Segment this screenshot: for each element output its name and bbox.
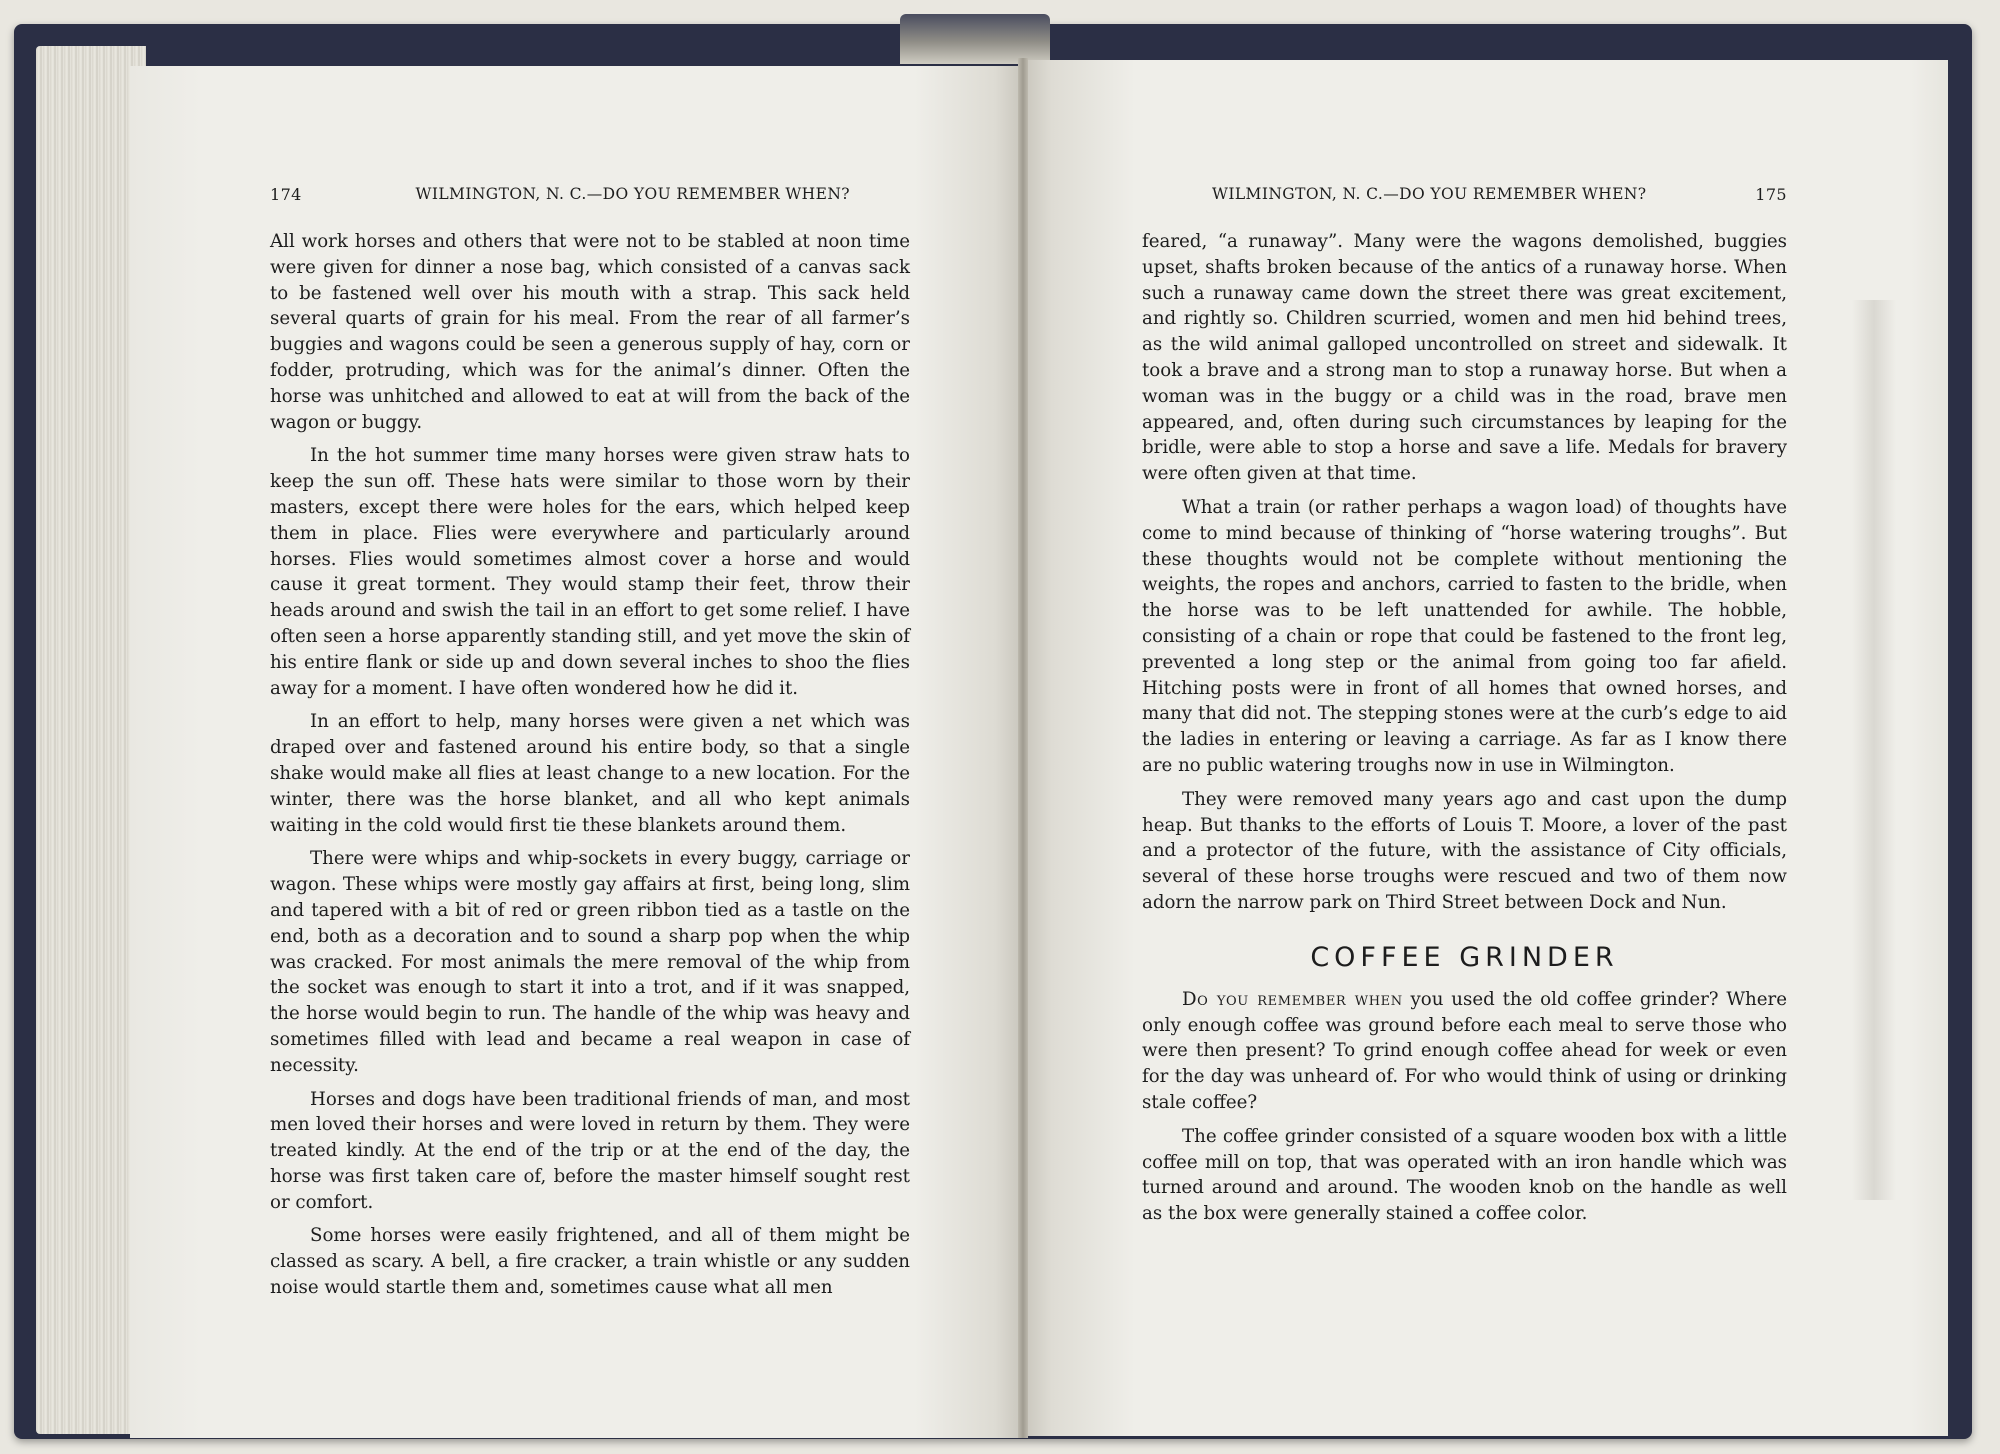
paragraph: There were whips and whip-sockets in every buggy, carriage or wagon. These whips were mostly gay affairs at first, being long, slim and tapered with a bit of red or green ribbon tied as a tastle on the end, both as a decoration and to sound a sharp pop when the whip was cracked. For most animals the mere removal of the whip from the socket was enough to start it into a trot, and if it was snapped, the horse would begin to run. The handle of the whip was heavy and sometimes filled with lead and became a real weapon in case of necessity. [270,848,910,1076]
paragraph: feared, “a runaway”. Many were the wagons demolished, buggies upset, shafts broken because of the antics of a runaway horse. When such a runaway came down the street there was great excitement, and rightly so. Children scurried, women and men hid behind trees, as the wild animal galloped uncontrolled on street and sidewalk. It took a brave and a strong man to stop a runaway horse. But when a woman was in the buggy or a child was in the road, brave men appeared, and, often during such circumstances by leaping for the bridle, were able to stop a horse and save a life. Medals for bravery were often given at that time. [1142,231,1787,485]
paragraph: Horses and dogs have been traditional friends of man, and most men loved their horses and were loved in return by them. They were treated kindly. At the end of the trip or at the end of the day, the horse was first taken care of, before the master himself sought rest or comfort. [270,1088,910,1213]
left-running-head [270,185,910,207]
section-lead: Do you remember when [1182,988,1403,1010]
right-page-text [1142,185,1787,1235]
left-running-title: WILMINGTON, N. C.—DO YOU REMEMBER WHEN? [415,185,850,203]
paragraph: In the hot summer time many horses were given straw hats to keep the sun off. These hats were similar to those worn by their masters, except there were holes for the ears, which helped keep them in place. Flies were everywhere and particularly around horses. Flies would sometimes almost cover a horse and would cause it great torment. They would stamp their feet, throw their heads around and swish the tail in an effort to get some relief. I have often seen a horse apparently standing still, and yet move the skin of his entire flank or side up and down several inches to shoo the flies away for a moment. I have often wondered how he did it. [270,445,910,699]
right-running-title: WILMINGTON, N. C.—DO YOU REMEMBER WHEN? [1212,185,1647,203]
paragraph: The coffee grinder consisted of a square wooden box with a little coffee mill on top, that was operated with an iron handle which was turned around and around. The wooden knob on the handle as well as the box were generally stained a coffee color. [1142,1125,1787,1225]
left-page-text [270,185,910,1309]
right-page-number: 175 [1755,185,1787,204]
paragraph: All work horses and others that were not to be stabled at noon time were given for dinner a nose bag, which consisted of a canvas sack to be fastened well over his mouth with a strap. This sack held several quarts of grain for his meal. From the rear of all farmer’s buggies and wagons could be seen a generous supply of hay, corn or fodder, protruding, which was for the animal’s dinner. Often the horse was unhitched and allowed to eat at will from the back of the wagon or buggy. [270,231,910,433]
section-title: COFFEE GRINDER [1310,941,1619,973]
right-running-head [1142,185,1787,207]
book-gutter [1018,58,1028,1438]
paragraph: They were removed many years ago and cast upon the dump heap. But thanks to the efforts of Louis T. Moore, a lover of the past and a protector of the future, with the assistance of City officials, several of these horse troughs were rescued and two of them now adorn the narrow park on Third Street between Dock and Nun. [1142,788,1787,913]
paragraph: Some horses were easily frightened, and all of them might be classed as scary. A bell, a fire cracker, a train whistle or any sudden noise would startle them and, sometimes cause what all men [270,1225,910,1299]
paragraph: In an effort to help, many horses were given a net which was draped over and fastened around his entire body, so that a single shake would make all flies at least change to a new location. For the winter, there was the horse blanket, and all who kept animals waiting in the cold would first tie these blankets around them. [270,711,910,836]
section-paragraph-text: you used the old coffee grinder? Where only enough coffee was ground before each meal to serve those who were then present? To grind enough coffee ahead for week or even for the day was unheard of. For who would think of using or drinking stale coffee? [1142,988,1787,1113]
section-paragraph [1142,987,1787,1116]
left-page-number: 174 [270,185,302,204]
show-through-shadow [1852,300,1896,1200]
book-spine [900,14,1050,64]
paragraph: What a train (or rather perhaps a wagon load) of thoughts have come to mind because of thinking of “horse watering troughs”. But these thoughts would not be complete without mentioning the weights, the ropes and anchors, carried to fasten to the bridle, when the horse was to be left unattended for awhile. The hobble, consisting of a chain or rope that could be fastened to the front leg, prevented a long step or the animal from going too far afield. Hitching posts were in front of all homes that owned horses, and many that did not. The stepping stones were at the curb’s edge to aid the ladies in entering or leaving a carriage. As far as I know there are no public watering troughs now in use in Wilmington. [1142,496,1787,776]
